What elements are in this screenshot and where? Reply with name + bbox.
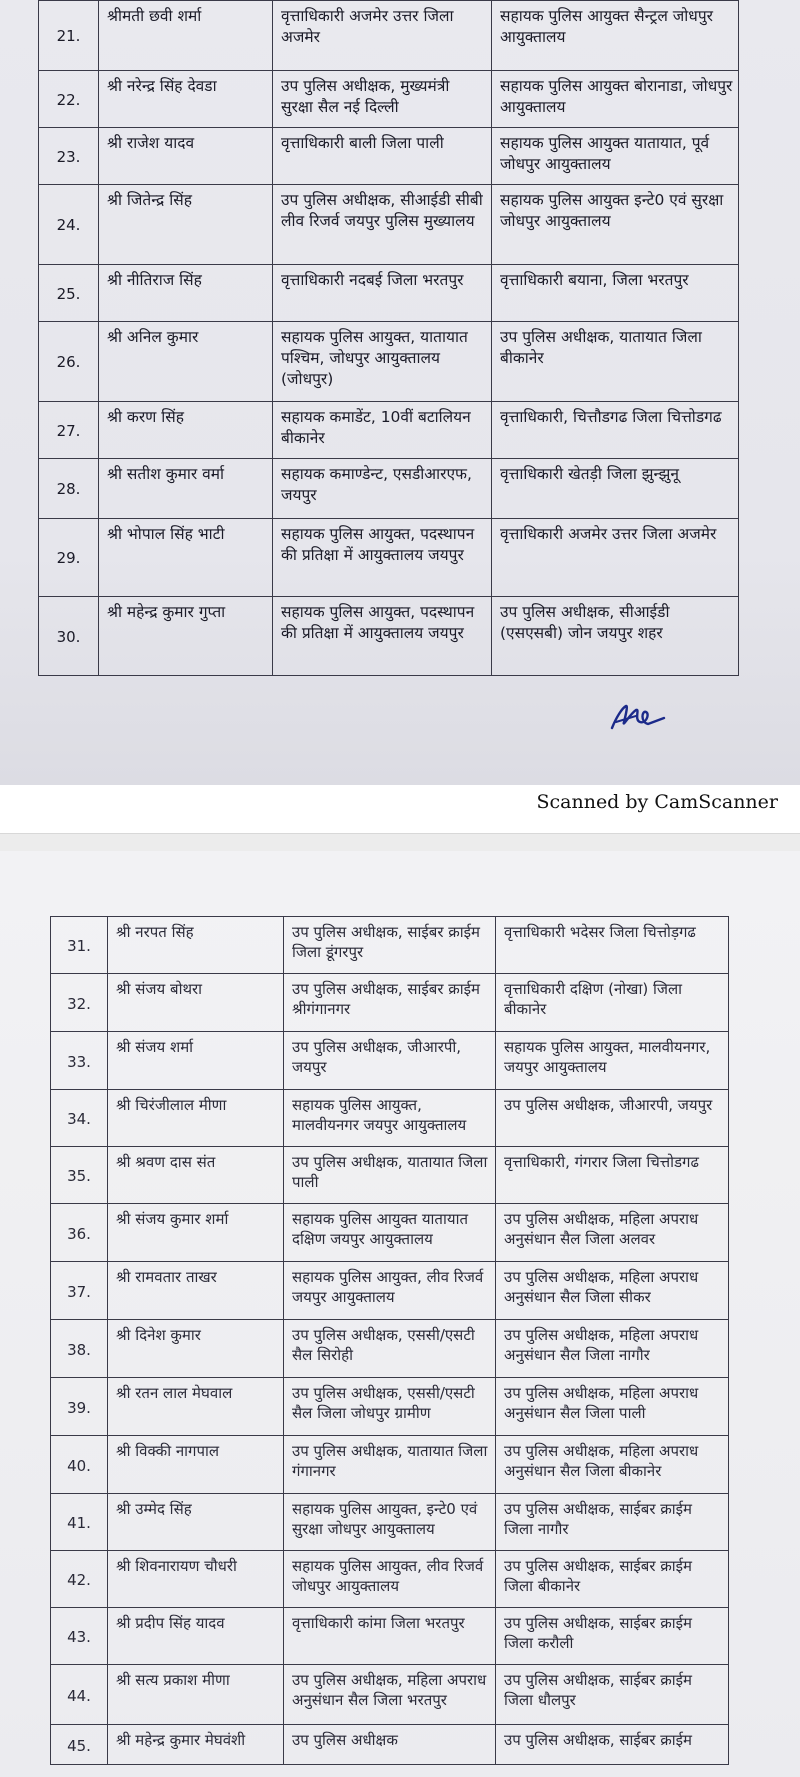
- table-row: [51, 1551, 729, 1608]
- table-row: [51, 1147, 729, 1204]
- new-posting: उप पुलिस अधीक्षक, साईबर क्राईम: [496, 1725, 729, 1765]
- new-posting: वृत्ताधिकारी बयाना, जिला भरतपुर: [492, 265, 739, 322]
- table-row: [39, 402, 739, 459]
- current-posting: उप पुलिस अधीक्षक, साईबर क्राईम श्रीगंगानगर: [284, 974, 496, 1032]
- serial-number: 45.: [51, 1725, 108, 1765]
- officer-name: श्री भोपाल सिंह भाटी: [99, 519, 273, 597]
- table-row: [51, 1665, 729, 1725]
- table-row: [51, 1032, 729, 1090]
- current-posting: उप पुलिस अधीक्षक, एससी/एसटी सैल जिला जोधपुर ग्रामीण: [284, 1378, 496, 1436]
- table-row: [51, 1090, 729, 1147]
- new-posting: उप पुलिस अधीक्षक, साईबर क्राईम जिला करौली: [496, 1608, 729, 1665]
- table-row: [39, 185, 739, 265]
- table-row: [51, 1494, 729, 1551]
- serial-number: 23.: [39, 128, 99, 185]
- serial-number: 36.: [51, 1204, 108, 1262]
- current-posting: उप पुलिस अधीक्षक, यातायात जिला पाली: [284, 1147, 496, 1204]
- table-row: [39, 128, 739, 185]
- serial-number: 43.: [51, 1608, 108, 1665]
- new-posting: वृत्ताधिकारी, गंगरार जिला चित्तोडगढ: [496, 1147, 729, 1204]
- serial-number: 21.: [39, 1, 99, 71]
- new-posting: उप पुलिस अधीक्षक, यातायात जिला बीकानेर: [492, 322, 739, 402]
- officer-name: श्री अनिल कुमार: [99, 322, 273, 402]
- officer-name: श्री संजय कुमार शर्मा: [108, 1204, 284, 1262]
- serial-number: 24.: [39, 185, 99, 265]
- current-posting: उप पुलिस अधीक्षक, मुख्यमंत्री सुरक्षा सैल नई दिल्ली: [273, 71, 492, 128]
- serial-number: 34.: [51, 1090, 108, 1147]
- new-posting: उप पुलिस अधीक्षक, महिला अपराध अनुसंधान सैल जिला नागौर: [496, 1320, 729, 1378]
- table-row: [39, 265, 739, 322]
- new-posting: सहायक पुलिस आयुक्त यातायात, पूर्व जोधपुर आयुक्तालय: [492, 128, 739, 185]
- officer-name: श्री संजय बोथरा: [108, 974, 284, 1032]
- transfer-table-2: [50, 916, 729, 1765]
- table-row: [51, 1725, 729, 1765]
- new-posting: उप पुलिस अधीक्षक, जीआरपी, जयपुर: [496, 1090, 729, 1147]
- officer-name: श्री नीतिराज सिंह: [99, 265, 273, 322]
- serial-number: 41.: [51, 1494, 108, 1551]
- signature-initials: [606, 700, 676, 736]
- officer-name: श्री विक्की नागपाल: [108, 1436, 284, 1494]
- new-posting: वृत्ताधिकारी खेतड़ी जिला झुन्झुनू: [492, 459, 739, 519]
- current-posting: उप पुलिस अधीक्षक, महिला अपराध अनुसंधान सैल जिला भरतपुर: [284, 1665, 496, 1725]
- officer-name: श्री श्रवण दास संत: [108, 1147, 284, 1204]
- current-posting: सहायक पुलिस आयुक्त, यातायात पश्चिम, जोधपुर आयुक्तालय (जोधपुर): [273, 322, 492, 402]
- current-posting: सहायक कमाडेंट, 10वीं बटालियन बीकानेर: [273, 402, 492, 459]
- officer-name: श्री दिनेश कुमार: [108, 1320, 284, 1378]
- new-posting: उप पुलिस अधीक्षक, महिला अपराध अनुसंधान सैल जिला अलवर: [496, 1204, 729, 1262]
- current-posting: उप पुलिस अधीक्षक, यातायात जिला गंगानगर: [284, 1436, 496, 1494]
- table-row: [39, 1, 739, 71]
- current-posting: उप पुलिस अधीक्षक, साईबर क्राईम जिला डूंगरपुर: [284, 917, 496, 974]
- page-separator: [0, 833, 800, 852]
- new-posting: उप पुलिस अधीक्षक, महिला अपराध अनुसंधान सैल जिला पाली: [496, 1378, 729, 1436]
- table-row: [51, 1436, 729, 1494]
- table-row: [51, 1608, 729, 1665]
- table-row: [51, 1262, 729, 1320]
- new-posting: उप पुलिस अधीक्षक, महिला अपराध अनुसंधान सैल जिला बीकानेर: [496, 1436, 729, 1494]
- serial-number: 39.: [51, 1378, 108, 1436]
- table-row: [51, 974, 729, 1032]
- new-posting: वृत्ताधिकारी अजमेर उत्तर जिला अजमेर: [492, 519, 739, 597]
- officer-name: श्री करण सिंह: [99, 402, 273, 459]
- new-posting: वृत्ताधिकारी भदेसर जिला चित्तोड़गढ: [496, 917, 729, 974]
- scanner-footer: [0, 785, 800, 833]
- serial-number: 26.: [39, 322, 99, 402]
- officer-name: श्री शिवनारायण चौधरी: [108, 1551, 284, 1608]
- officer-name: श्री सत्य प्रकाश मीणा: [108, 1665, 284, 1725]
- current-posting: सहायक पुलिस आयुक्त, पदस्थापन की प्रतिक्षा में आयुक्तालय जयपुर: [273, 519, 492, 597]
- new-posting: उप पुलिस अधीक्षक, साईबर क्राईम जिला नागौर: [496, 1494, 729, 1551]
- officer-name: श्री चिरंजीलाल मीणा: [108, 1090, 284, 1147]
- current-posting: उप पुलिस अधीक्षक, जीआरपी, जयपुर: [284, 1032, 496, 1090]
- current-posting: उप पुलिस अधीक्षक, एससी/एसटी सैल सिरोही: [284, 1320, 496, 1378]
- scanned-page-2: [0, 851, 800, 1777]
- officer-name: श्रीमती छवी शर्मा: [99, 1, 273, 71]
- officer-name: श्री उम्मेद सिंह: [108, 1494, 284, 1551]
- new-posting: वृत्ताधिकारी दक्षिण (नोखा) जिला बीकानेर: [496, 974, 729, 1032]
- table-row: [39, 597, 739, 676]
- new-posting: उप पुलिस अधीक्षक, महिला अपराध अनुसंधान सैल जिला सीकर: [496, 1262, 729, 1320]
- current-posting: उप पुलिस अधीक्षक: [284, 1725, 496, 1765]
- current-posting: सहायक पुलिस आयुक्त, पदस्थापन की प्रतिक्षा में आयुक्तालय जयपुर: [273, 597, 492, 676]
- serial-number: 31.: [51, 917, 108, 974]
- transfer-table-1: [38, 0, 739, 676]
- serial-number: 25.: [39, 265, 99, 322]
- serial-number: 38.: [51, 1320, 108, 1378]
- officer-name: श्री नरेन्द्र सिंह देवडा: [99, 71, 273, 128]
- new-posting: सहायक पुलिस आयुक्त, मालवीयनगर, जयपुर आयुक्तालय: [496, 1032, 729, 1090]
- officer-name: श्री प्रदीप सिंह यादव: [108, 1608, 284, 1665]
- serial-number: 37.: [51, 1262, 108, 1320]
- officer-name: श्री नरपत सिंह: [108, 917, 284, 974]
- table-row: [51, 1378, 729, 1436]
- current-posting: सहायक पुलिस आयुक्त, मालवीयनगर जयपुर आयुक्तालय: [284, 1090, 496, 1147]
- officer-name: श्री महेन्द्र कुमार गुप्ता: [99, 597, 273, 676]
- officer-name: श्री रतन लाल मेघवाल: [108, 1378, 284, 1436]
- table-row: [39, 519, 739, 597]
- officer-name: श्री महेन्द्र कुमार मेघवंशी: [108, 1725, 284, 1765]
- serial-number: 42.: [51, 1551, 108, 1608]
- officer-name: श्री रामवतार ताखर: [108, 1262, 284, 1320]
- serial-number: 29.: [39, 519, 99, 597]
- table-row: [51, 1204, 729, 1262]
- current-posting: वृत्ताधिकारी नदबई जिला भरतपुर: [273, 265, 492, 322]
- new-posting: सहायक पुलिस आयुक्त बोरानाडा, जोधपुर आयुक्तालय: [492, 71, 739, 128]
- serial-number: 27.: [39, 402, 99, 459]
- serial-number: 30.: [39, 597, 99, 676]
- current-posting: वृत्ताधिकारी बाली जिला पाली: [273, 128, 492, 185]
- current-posting: सहायक पुलिस आयुक्त, लीव रिजर्व जयपुर आयुक्तालय: [284, 1262, 496, 1320]
- current-posting: वृत्ताधिकारी कांमा जिला भरतपुर: [284, 1608, 496, 1665]
- table-row: [51, 1320, 729, 1378]
- serial-number: 44.: [51, 1665, 108, 1725]
- current-posting: सहायक पुलिस आयुक्त यातायात दक्षिण जयपुर आयुक्तालय: [284, 1204, 496, 1262]
- serial-number: 35.: [51, 1147, 108, 1204]
- officer-name: श्री संजय शर्मा: [108, 1032, 284, 1090]
- serial-number: 22.: [39, 71, 99, 128]
- serial-number: 40.: [51, 1436, 108, 1494]
- officer-name: श्री जितेन्द्र सिंह: [99, 185, 273, 265]
- current-posting: वृत्ताधिकारी अजमेर उत्तर जिला अजमेर: [273, 1, 492, 71]
- current-posting: सहायक पुलिस आयुक्त, लीव रिजर्व जोधपुर आयुक्तालय: [284, 1551, 496, 1608]
- new-posting: सहायक पुलिस आयुक्त सैन्ट्रल जोधपुर आयुक्तालय: [492, 1, 739, 71]
- scanner-watermark: Scanned by CamScanner: [536, 791, 778, 813]
- scanned-page-1: [0, 0, 800, 785]
- table-row: [39, 459, 739, 519]
- new-posting: उप पुलिस अधीक्षक, साईबर क्राईम जिला धौलपुर: [496, 1665, 729, 1725]
- current-posting: उप पुलिस अधीक्षक, सीआईडी सीबी लीव रिजर्व जयपुर पुलिस मुख्यालय: [273, 185, 492, 265]
- new-posting: उप पुलिस अधीक्षक, साईबर क्राईम जिला बीकानेर: [496, 1551, 729, 1608]
- serial-number: 28.: [39, 459, 99, 519]
- current-posting: सहायक कमाण्डेन्ट, एसडीआरएफ, जयपुर: [273, 459, 492, 519]
- serial-number: 32.: [51, 974, 108, 1032]
- table-row: [51, 917, 729, 974]
- table-row: [39, 71, 739, 128]
- table-row: [39, 322, 739, 402]
- serial-number: 33.: [51, 1032, 108, 1090]
- officer-name: श्री सतीश कुमार वर्मा: [99, 459, 273, 519]
- current-posting: सहायक पुलिस आयुक्त, इन्टे0 एवं सुरक्षा जोधपुर आयुक्तालय: [284, 1494, 496, 1551]
- officer-name: श्री राजेश यादव: [99, 128, 273, 185]
- new-posting: सहायक पुलिस आयुक्त इन्टे0 एवं सुरक्षा जोधपुर आयुक्तालय: [492, 185, 739, 265]
- new-posting: वृत्ताधिकारी, चित्तौडगढ जिला चित्तोडगढ: [492, 402, 739, 459]
- new-posting: उप पुलिस अधीक्षक, सीआईडी (एसएसबी) जोन जयपुर शहर: [492, 597, 739, 676]
